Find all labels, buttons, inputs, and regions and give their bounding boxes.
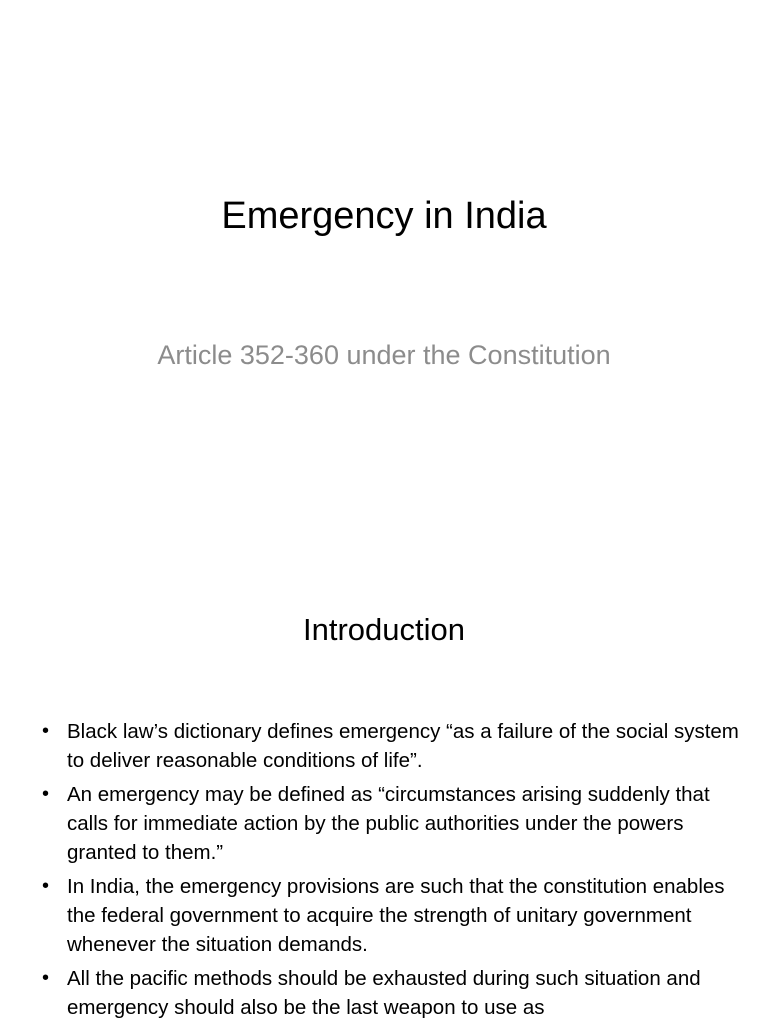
bullet-dot-icon: • <box>42 967 50 989</box>
introduction-slide <box>0 576 768 1024</box>
bullet-text: All the pacific methods should be exhausted during such situation and emergency should also be the last weapon to use as <box>67 967 701 1019</box>
bullet-text: Black law’s dictionary defines emergency “as a failure of the social system to deliver reasonable conditions of life”. <box>67 720 739 772</box>
bullet-dot-icon: • <box>42 875 50 897</box>
bullet-list <box>42 717 742 1024</box>
bullet-item <box>42 964 742 1022</box>
slide-title: Introduction <box>303 612 465 647</box>
bullet-dot-icon: • <box>42 720 50 742</box>
bullet-item <box>42 717 742 775</box>
slide-title: Emergency in India <box>221 195 547 237</box>
bullet-text: In India, the emergency provisions are such that the constitution enables the federal government to acquire the strength of unitary government whenever the situation demands. <box>67 875 725 956</box>
bullet-dot-icon: • <box>42 783 50 805</box>
slide-subtitle: Article 352-360 under the Constitution <box>157 340 611 370</box>
bullet-text: An emergency may be defined as “circumstances arising suddenly that calls for immediate action by the public authorities under the powers granted to them.” <box>67 783 710 864</box>
bullet-item <box>42 780 742 867</box>
bullet-item <box>42 872 742 959</box>
